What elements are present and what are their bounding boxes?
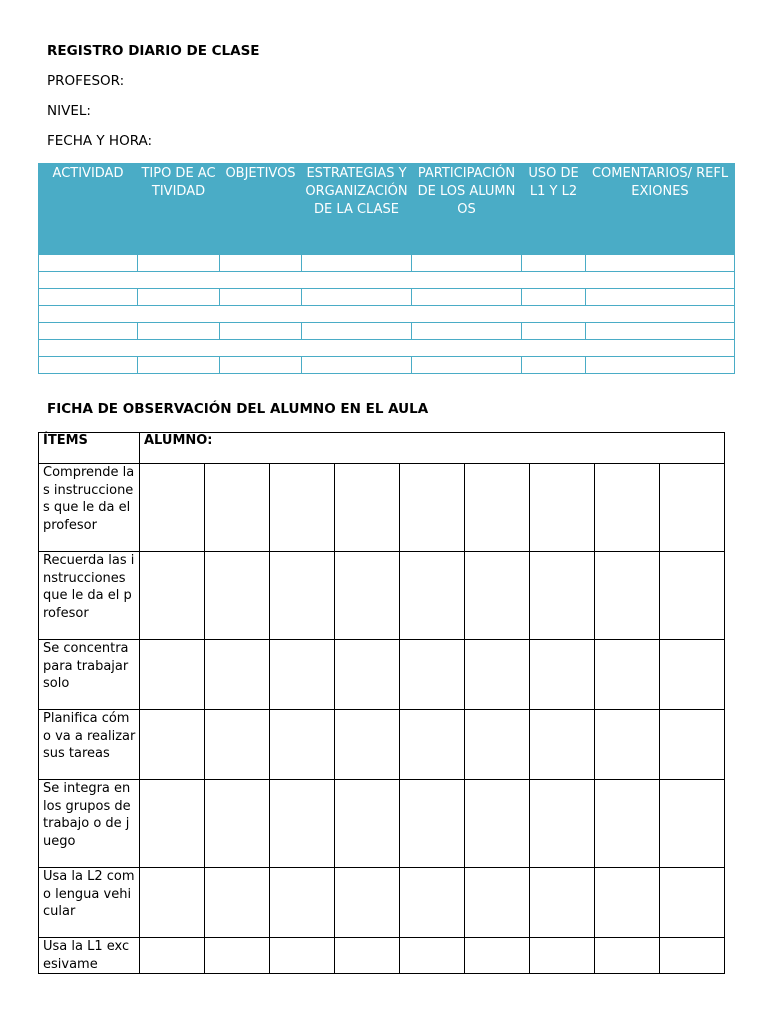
observation-row bbox=[39, 710, 725, 780]
observation-row bbox=[39, 552, 725, 640]
column-header-language-use: USO DE L1 Y L2 bbox=[522, 164, 586, 255]
observation-row bbox=[39, 464, 725, 552]
item-label: Recuerda las instrucciones que le da el profesor bbox=[39, 552, 140, 640]
observation-row bbox=[39, 640, 725, 710]
date-time-field-label: FECHA Y HORA: bbox=[47, 133, 153, 149]
register-spacer-row bbox=[39, 340, 735, 357]
observation-header-row bbox=[39, 433, 725, 464]
teacher-field-label: PROFESOR: bbox=[47, 73, 125, 89]
register-row bbox=[39, 255, 735, 272]
observation-row bbox=[39, 868, 725, 938]
level-field-label: NIVEL: bbox=[47, 103, 91, 119]
register-row bbox=[39, 323, 735, 340]
column-header-participation: PARTICIPACIÓN DE LOS ALUMNOS bbox=[412, 164, 522, 255]
column-header-objectives: OBJETIVOS bbox=[220, 164, 302, 255]
register-row bbox=[39, 289, 735, 306]
register-header-row bbox=[39, 164, 735, 255]
register-spacer-row bbox=[39, 272, 735, 289]
observation-title: FICHA DE OBSERVACIÓN DEL ALUMNO EN EL AULA bbox=[47, 401, 429, 417]
item-label: Se integra en los grupos de trabajo o de juego bbox=[39, 780, 140, 868]
observation-row bbox=[39, 938, 725, 974]
column-header-activity-type: TIPO DE ACTIVIDAD bbox=[138, 164, 220, 255]
observation-table bbox=[38, 432, 725, 974]
register-row bbox=[39, 357, 735, 374]
column-header-comments: COMENTARIOS/ REFLEXIONES bbox=[586, 164, 735, 255]
column-header-activity: ACTIVIDAD bbox=[39, 164, 138, 255]
student-header: ALUMNO: bbox=[140, 433, 725, 464]
item-label: Se concentra para trabajar solo bbox=[39, 640, 140, 710]
class-register-table bbox=[38, 163, 735, 374]
register-spacer-row bbox=[39, 306, 735, 323]
items-header: ÍTEMS bbox=[39, 433, 140, 464]
item-label: Planifica cómo va a realizar sus tareas bbox=[39, 710, 140, 780]
item-label: Usa la L2 como lengua vehicular bbox=[39, 868, 140, 938]
item-label: Usa la L1 excesivame bbox=[39, 938, 140, 974]
item-label: Comprende las instrucciones que le da el profesor bbox=[39, 464, 140, 552]
page-title: REGISTRO DIARIO DE CLASE bbox=[47, 43, 260, 59]
column-header-strategies: ESTRATEGIAS Y ORGANIZACIÓN DE LA CLASE bbox=[302, 164, 412, 255]
observation-row bbox=[39, 780, 725, 868]
